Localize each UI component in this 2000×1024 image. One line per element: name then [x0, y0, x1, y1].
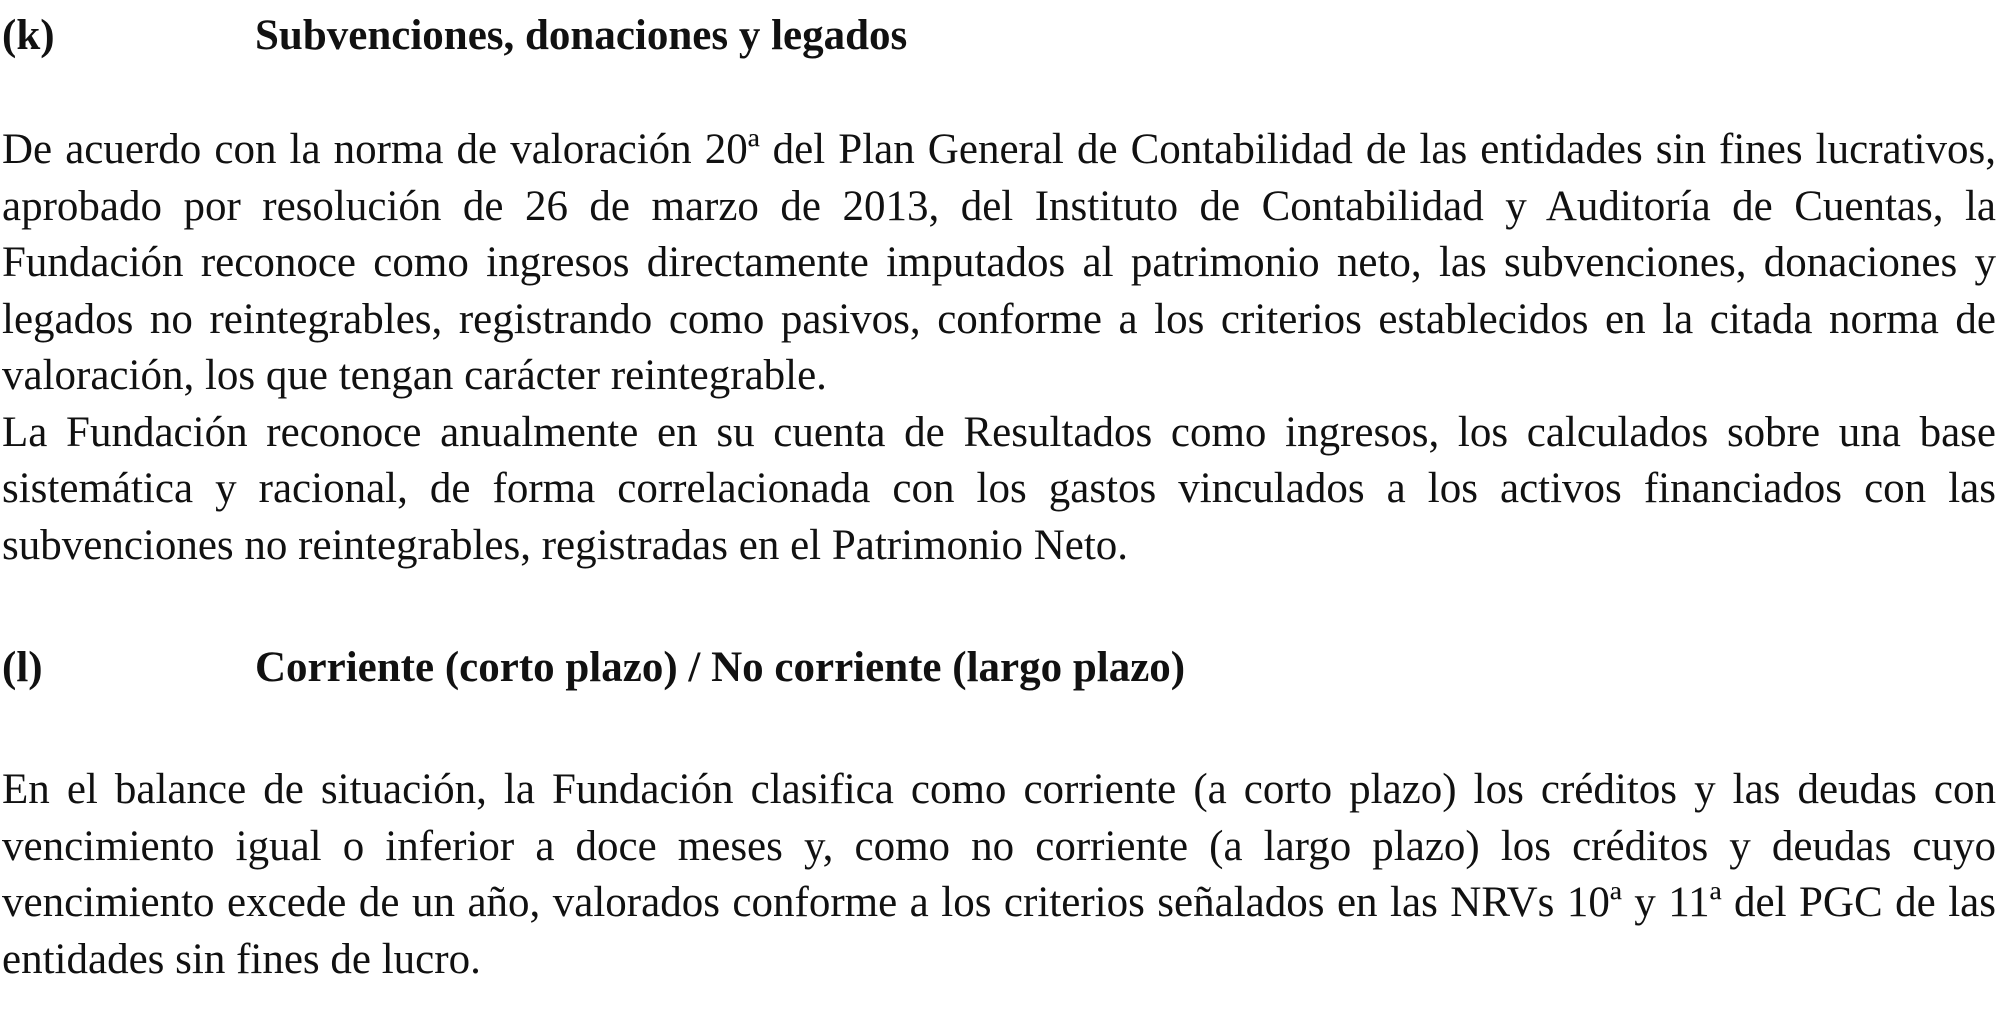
document-page: [2, 0, 1996, 988]
section-title: Corriente (corto plazo) / No corriente (largo plazo): [255, 644, 1186, 691]
paragraph: En el balance de situación, la Fundación clasifica como corriente (a corto plazo) los créditos y las deudas con vencimiento igual o inferior a doce meses y, como no corriente (a largo plazo) los créditos y deudas cuyo vencimiento excede de un año, valorados conforme a los criterios señalados en las NRVs 10ª y 11ª del PGC de las entidades sin fines de lucro.: [2, 766, 1996, 983]
section-title: Subvenciones, donaciones y legados: [255, 12, 908, 59]
section-heading-l: [2, 640, 1996, 696]
paragraph: De acuerdo con la norma de valoración 20ª del Plan General de Contabilidad de las entidades sin fines lucrativos, aprobado por resolución de 26 de marzo de 2013, del Instituto de Contabilidad y Auditoría de Cuentas, la Fundación reconoce como ingresos directamente imputados al patrimonio neto, las subvenciones, donaciones y legados no reintegrables, registrando como pasivos, conforme a los criterios establecidos en la citada norma de valoración, los que tengan carácter reintegrable.: [2, 126, 1996, 399]
paragraph: La Fundación reconoce anualmente en su cuenta de Resultados como ingresos, los calculados sobre una base sistemática y racional, de forma correlacionada con los gastos vinculados a los activos financiados con las subvenciones no reintegrables, registradas en el Patrimonio Neto.: [2, 408, 1996, 569]
section-label: (l): [2, 644, 43, 691]
section-label: (k): [2, 12, 55, 59]
section-heading-k: [2, 8, 1996, 64]
